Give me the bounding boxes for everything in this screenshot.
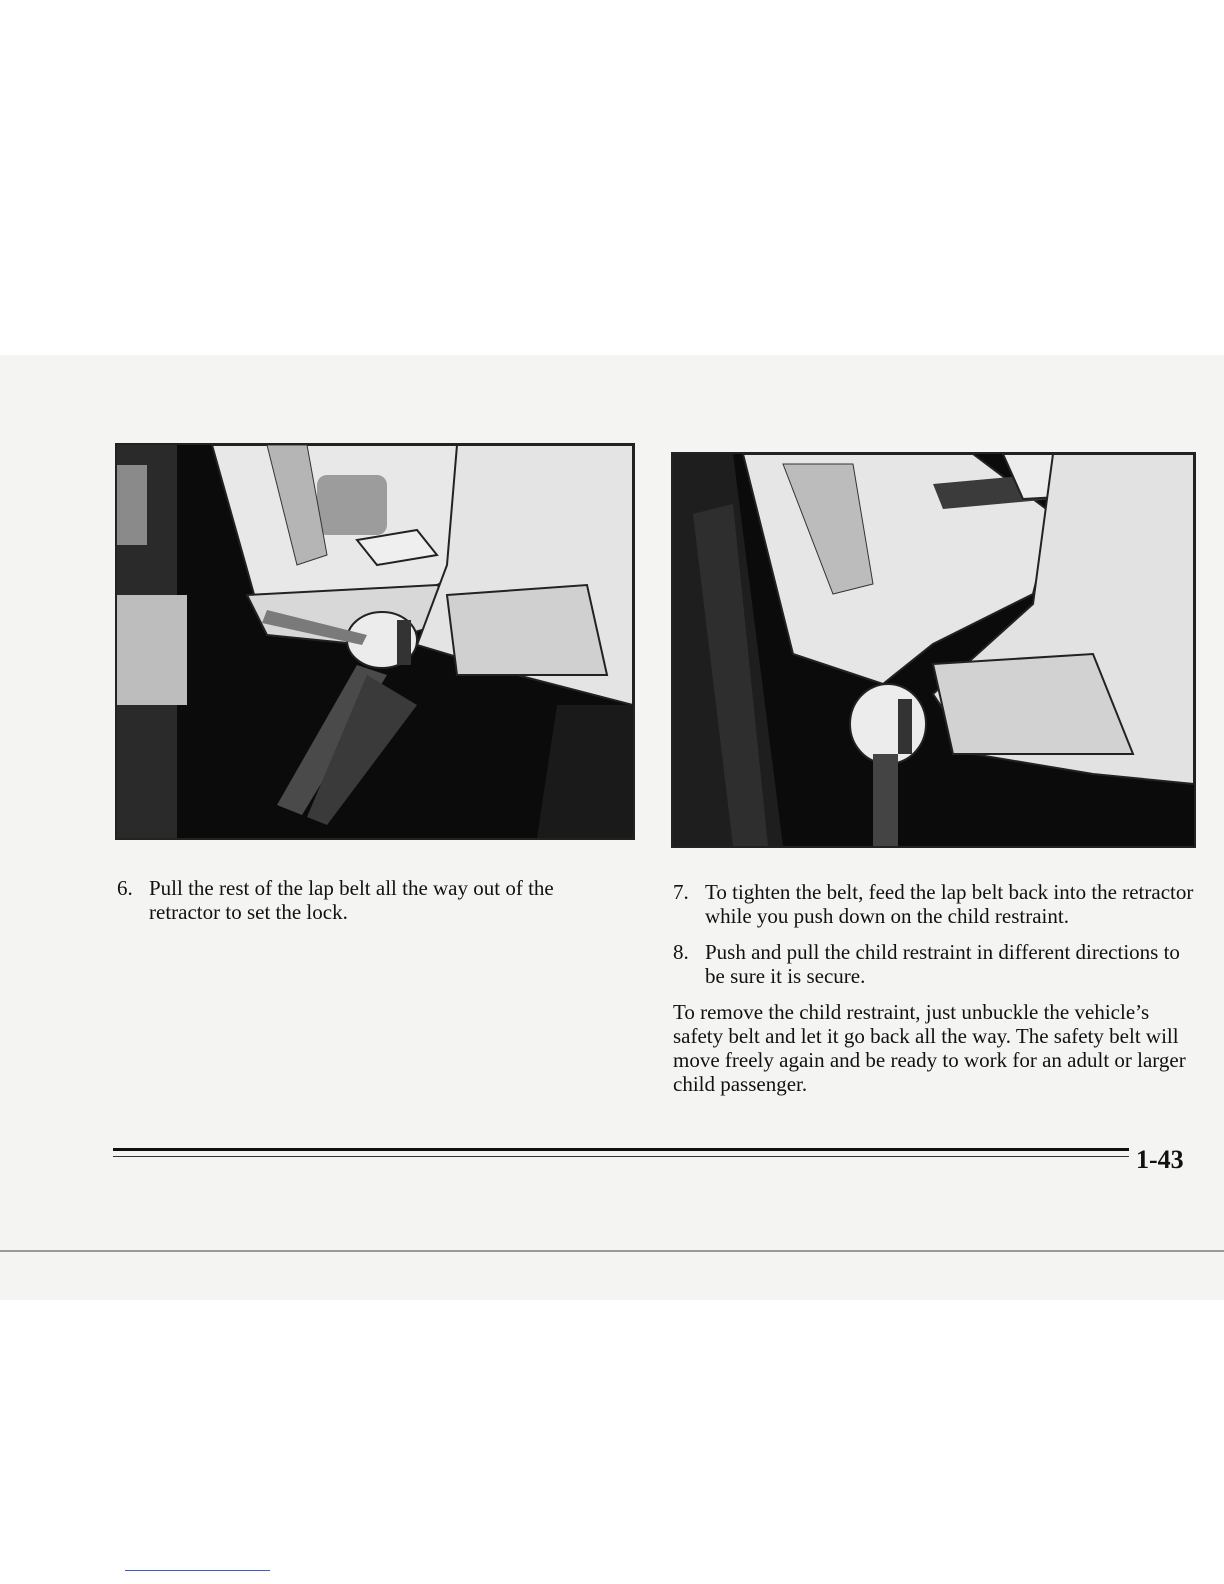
step-6 bbox=[117, 876, 597, 924]
step-7 bbox=[673, 880, 1203, 928]
step-8 bbox=[673, 940, 1193, 988]
footer-rule-thick bbox=[113, 1148, 1129, 1151]
step-6-text: Pull the rest of the lap belt all the way out of the retractor to set the lock. bbox=[149, 876, 554, 924]
illustration-tighten-belt bbox=[671, 452, 1196, 848]
page-number: 1-43 bbox=[1136, 1145, 1184, 1174]
step-7-text: To tighten the belt, feed the lap belt back into the retractor while you push down on the child restraint. bbox=[705, 880, 1194, 928]
step-8-text: Push and pull the child restraint in different directions to be sure it is secure. bbox=[705, 940, 1180, 988]
step-8-number: 8. bbox=[673, 940, 689, 964]
footer-underline bbox=[125, 1570, 270, 1571]
footer-rule-thin bbox=[113, 1156, 1129, 1157]
illustration-left-drawing bbox=[117, 445, 633, 838]
band-bottom-line bbox=[0, 1250, 1224, 1252]
step-6-number: 6. bbox=[117, 876, 133, 900]
illustration-pull-lap-belt bbox=[115, 443, 635, 840]
illustration-right-drawing bbox=[673, 454, 1194, 846]
step-7-number: 7. bbox=[673, 880, 689, 904]
remove-child-restraint-paragraph: To remove the child restraint, just unbuckle the vehicle’s safety belt and let it go back all the way. The safety belt will move freely again and be ready to work for an adult or larger child passenger. bbox=[673, 1000, 1186, 1096]
